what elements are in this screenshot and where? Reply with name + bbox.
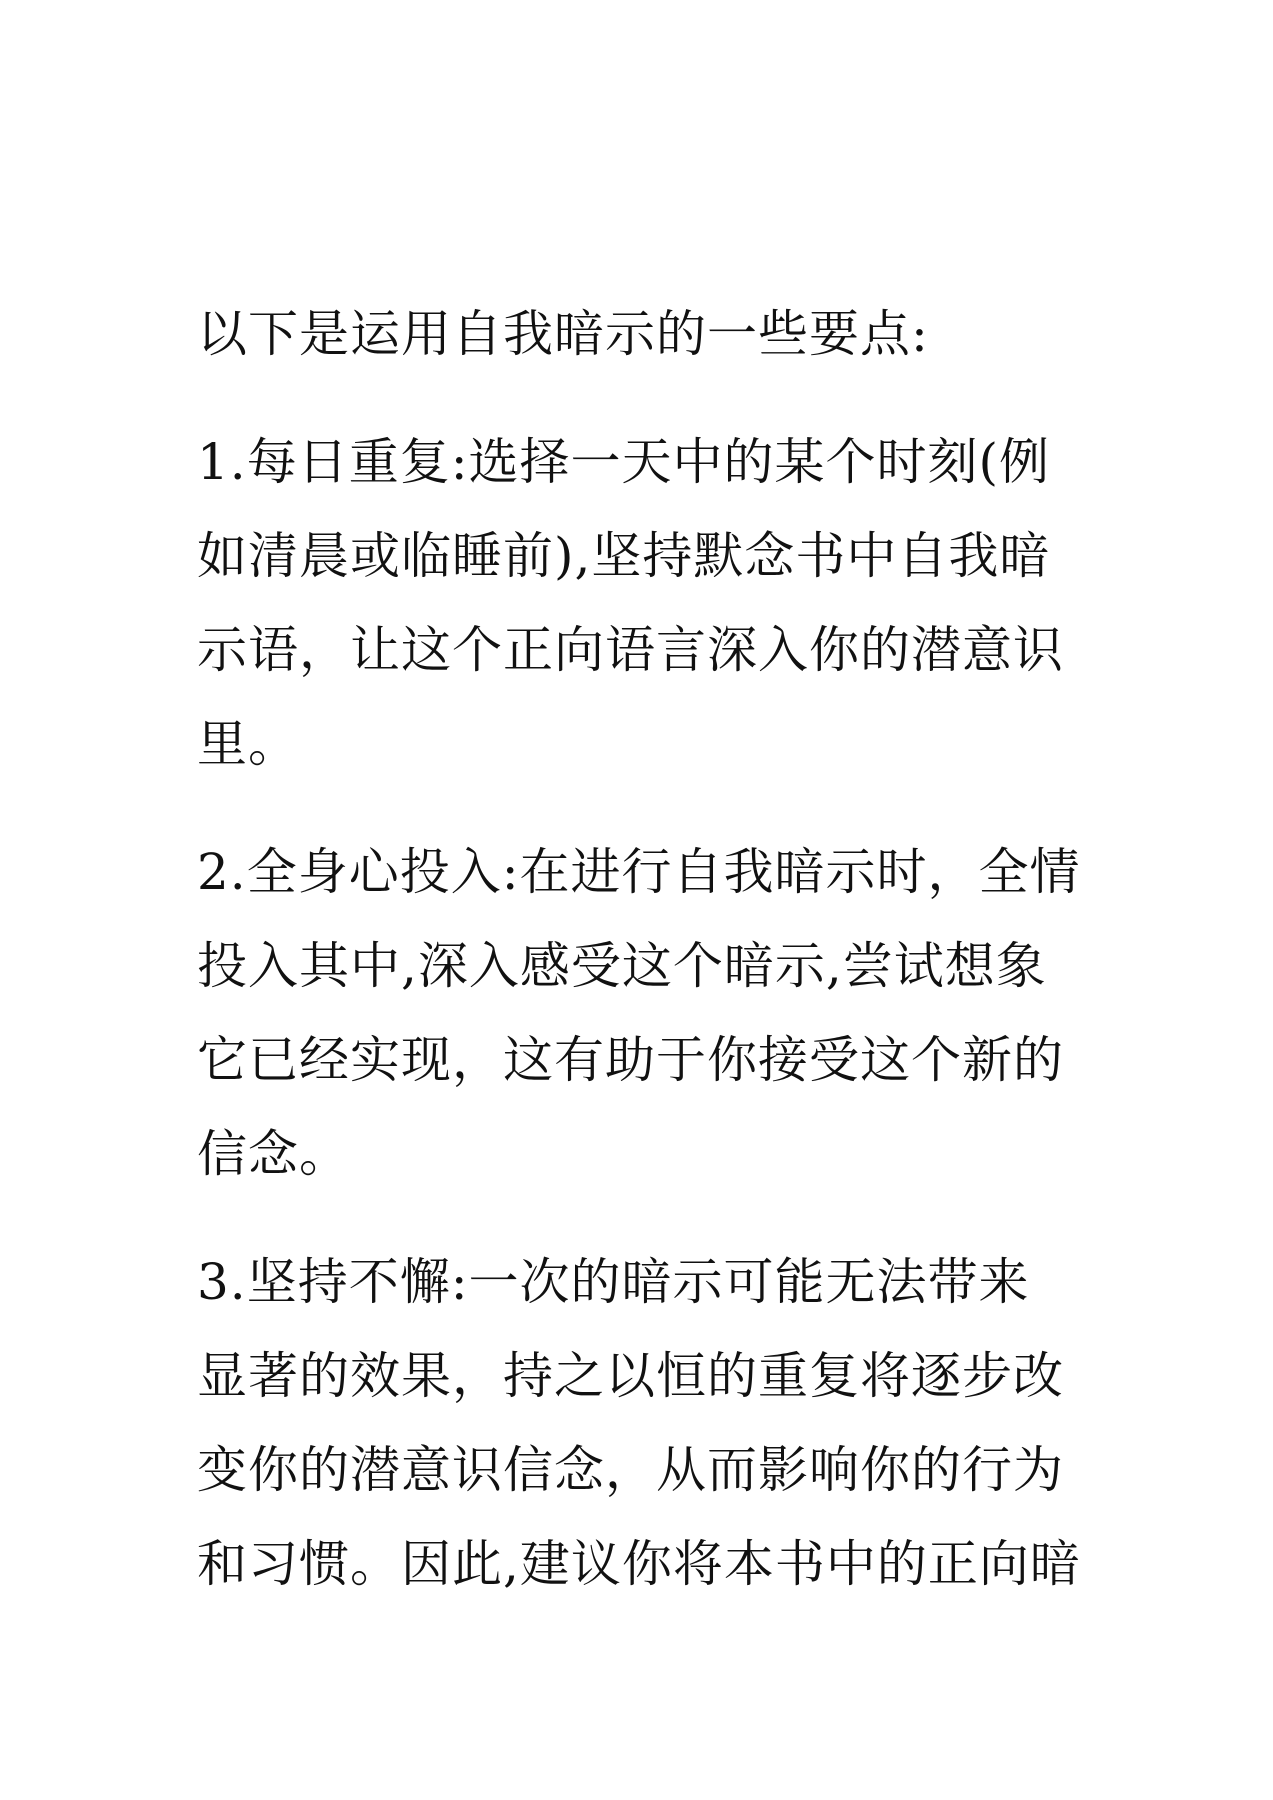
point-2-line-4: 信念。: [197, 1125, 350, 1183]
paragraph-gap: [197, 381, 1087, 415]
document-body: [197, 287, 1087, 1611]
point-1-line-4: 里。: [197, 715, 299, 773]
paragraph-gap: [197, 791, 1087, 825]
point-2-line-1: 2.全身心投入:在进行自我暗示时，全情: [197, 843, 1081, 901]
point-2-line-2: 投入其中,深入感受这个暗示,尝试想象: [197, 937, 1047, 995]
point-3-line-3: 变你的潜意识信念，从而影响你的行为: [197, 1441, 1064, 1499]
paragraph-gap: [197, 1201, 1087, 1235]
point-3-line-1: 3.坚持不懈:一次的暗示可能无法带来: [197, 1253, 1030, 1311]
point-1-line-2: 如清晨或临睡前),坚持默念书中自我暗: [197, 527, 1051, 585]
intro-paragraph: [197, 287, 1087, 381]
point-3-paragraph: [197, 1235, 1087, 1611]
point-2-line-3: 它已经实现，这有助于你接受这个新的: [197, 1031, 1064, 1089]
point-1-line-1: 1.每日重复:选择一天中的某个时刻(例: [197, 433, 1051, 491]
point-3-line-2: 显著的效果，持之以恒的重复将逐步改: [197, 1347, 1064, 1405]
intro-text: 以下是运用自我暗示的一些要点:: [197, 305, 929, 363]
point-3-line-4: 和习惯。因此,建议你将本书中的正向暗: [197, 1535, 1081, 1593]
point-2-paragraph: [197, 825, 1087, 1201]
point-1-paragraph: [197, 415, 1087, 791]
point-1-line-3: 示语，让这个正向语言深入你的潜意识: [197, 621, 1064, 679]
